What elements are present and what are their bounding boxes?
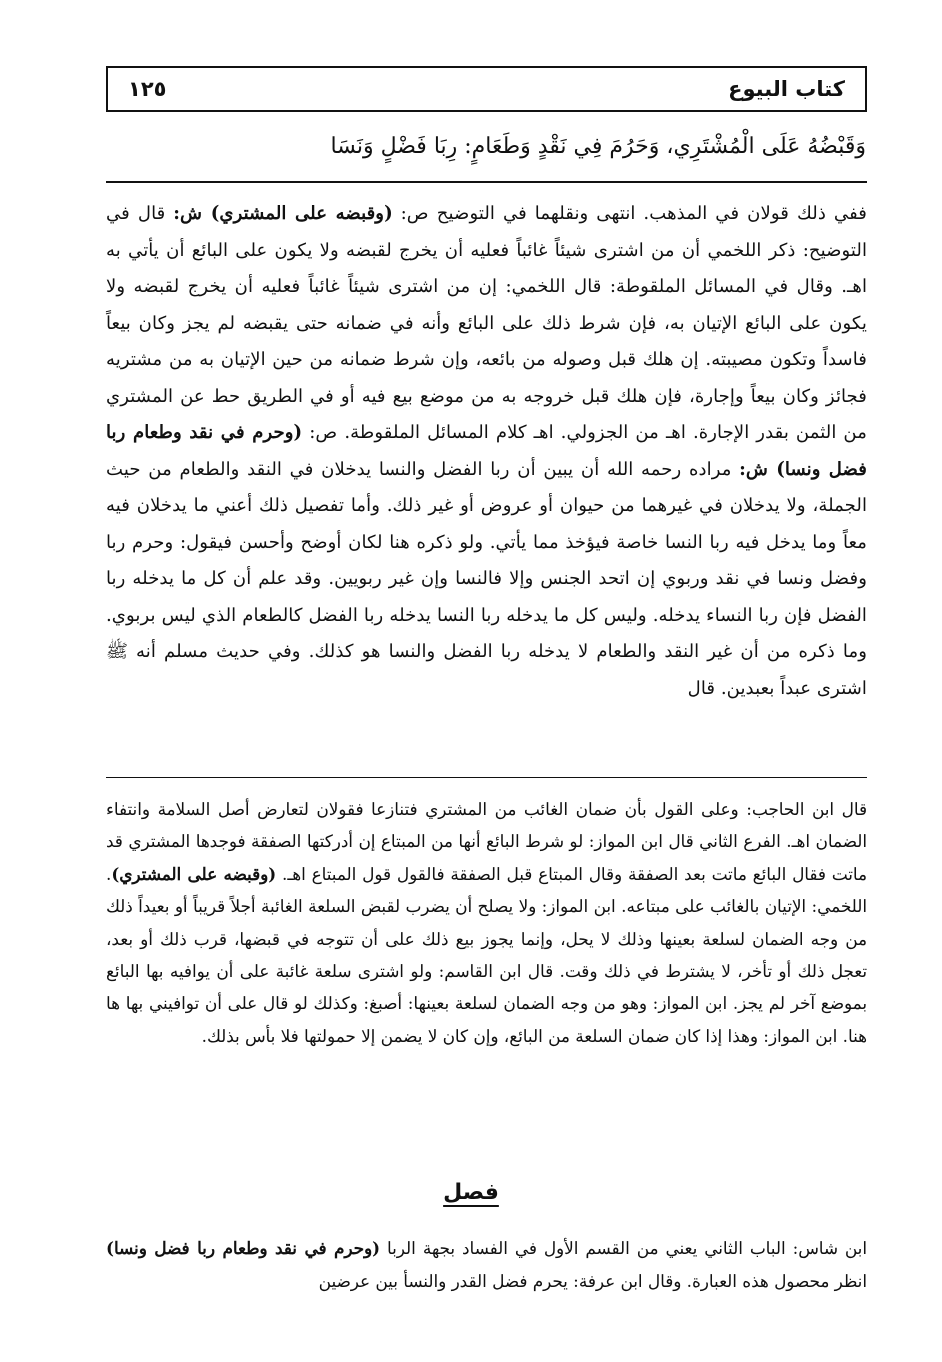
footnote-paragraph <box>106 793 867 1052</box>
footnote-divider <box>106 777 867 778</box>
commentary-quote-1: (وقبضه على المشتري) <box>210 203 393 224</box>
commentary-sharh-marker-1: ش: <box>173 203 211 224</box>
page-header <box>106 66 867 112</box>
commentary-text-end: مراده رحمه الله أن يبين أن ربا الفضل والنسا يدخلان في النقد والطعام من حيث الجملة، ولا يدخلان في غيرهما من حيوان أو عروض أو غير ذلك. وأما تفصيل ذلك أعني ما يدخلان فيه معاً وما يدخل فيه ربا النسا خاصة فيؤخذ مما يأتي. ولو ذكره هنا لكان أوضح وأحسن فيقول: وحرم ربا وفضل ونسا في نقد وربوي إن اتحد الجنس وإلا فالنسا وإن غير ربويين. وقد علم أن كل ما يدخله ربا الفضل فإن ربا النساء يدخله. وليس كل ما يدخله ربا النسا يدخله ربا الفضل كالطعام الذي ليس بربوي. وما ذكره من أن غير النقد والطعام لا يدخله ربا الفضل والنسا هو كذلك. وفي حديث مسلم أنه ﷺ اشترى عبداً بعبدين. قال <box>106 458 867 699</box>
footnote-block <box>106 793 867 1052</box>
section-block <box>106 1232 867 1298</box>
section-heading <box>0 1180 942 1205</box>
commentary-block <box>106 196 867 707</box>
section-text-end: انظر محصول هذه العبارة. وقال ابن عرفة: يحرم فضل القدر والنسأ بين عرضين <box>318 1271 867 1291</box>
footnote-text-start: قال ابن الحاجب: وعلى القول بأن ضمان الغائب من المشتري فتنازعا فقولان لتعارض أصل السلامة وانتفاء الضمان اهـ. الفرع الثاني قال ابن المواز: لو شرط البائع أنها من المبتاع إن أدركتها الصفقة فوجدها المشتري قد ماتت فقال البائع ماتت بعد الصفقة وقال المبتاع قبل الصفقة فالقول قول المبتاع اهـ. <box>106 799 867 884</box>
commentary-paragraph <box>106 196 867 707</box>
footnote-quote: (وقبضه على المشتري) <box>111 863 277 884</box>
section-paragraph <box>106 1232 867 1298</box>
page-number: ١٢٥ <box>128 77 167 101</box>
commentary-text-middle: قال في التوضيح: ذكر اللخمي أن من اشترى شيئاً غائباً فعليه أن يخرج لقبضه ولا يكون على البائع أن يأتي به اهـ. وقال في المسائل الملقوطة: قال اللخمي: إن من اشترى شيئاً غائباً فعليه أن يخرج لقبضه ولا يكون على البائع الإتيان به، فإن شرط ذلك على البائع وأنه في ضمانه حتى يقبضه لم يجز وكان بيعاً فاسداً وتكون مصيبته. إن هلك قبل وصوله من بائعه، وإن شرط ضمانه من حين الإتيان به من مشتريه فجائز وكان بيعاً وإجارة، فإن هلك قبل خروجه به من موضع بيع فيه أو في الطريق حط عن المشتري من الثمن بقدر الإجارة. اهـ من الجزولي. اهـ كلام المسائل الملقوطة. ص: <box>106 203 867 443</box>
matn-divider <box>106 181 867 183</box>
commentary-quote-2: (وحرم في نقد وطعام ربا فضل ونسا) ش: <box>106 422 867 480</box>
section-text-start: ابن شاس: الباب الثاني يعني من القسم الأول في الفساد بجهة الربا <box>380 1238 868 1258</box>
matn-text: وَقَبْضُهُ عَلَى الْمُشْتَرِي، وَحَرُمَ فِي نَقْدٍ وَطَعَامٍ: رِبَا فَضْلٍ وَنَسَا <box>330 134 866 159</box>
running-title: كتاب البيوع <box>728 77 845 101</box>
commentary-text-start: ففي ذلك قولان في المذهب. انتهى ونقلهما في التوضيح ص: <box>392 203 867 224</box>
footnote-text-end: . اللخمي: الإتيان بالغائب على مبتاعه. ابن المواز: ولا يصلح أن يضرب لقبض السلعة الغائبة أجلاً قريباً أو بعيداً ذلك من وجه الضمان لسلعة بعينها وذلك لا يحل، وإنما يجوز بيع ذلك على أن تتوجه في قبضها، قرب ذلك أو بعد، تعجل ذلك أو تأخر، لا يشترط في ذلك وقت. قال ابن القاسم: ولو اشترى سلعة غائبة على أن يوافيه بها البائع بموضع آخر لم يجز. ابن المواز: وهو من وجه الضمان لسلعة بعينها: أصبغ: وكذلك لو قال على أن توافيني بها ها هنا. ابن المواز: وهذا إذا كان ضمان السلعة من البائع، وإن كان لا يضمن إلا حمولتها فلا بأس بذلك. <box>106 863 867 1046</box>
section-heading-text: فصل <box>443 1180 499 1205</box>
section-quote: (وحرم في نقد وطعام ربا فضل ونسا) <box>106 1238 381 1258</box>
